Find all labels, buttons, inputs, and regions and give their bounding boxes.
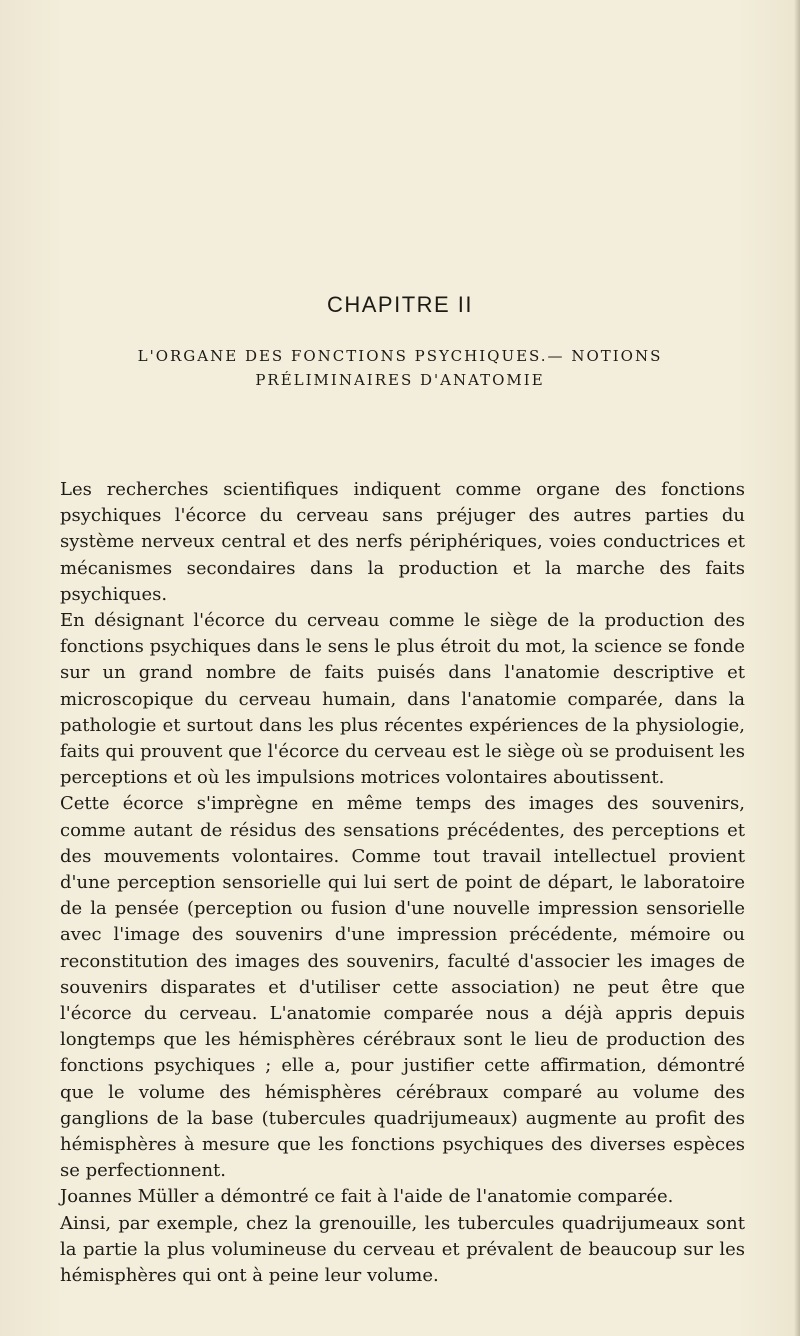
- chapter-subtitle: [0, 344, 800, 392]
- paragraph-3: Cette écorce s'imprègne en même temps des images des souvenirs, comme autant de résidus des sensations précédentes, des perceptions et des mouvements volontaires. Comme tout travail intellectuel provient d'une perception sensorielle qui lui sert de point de départ, le laboratoire de la pensée (perception ou fusion d'une nouvelle impression sensorielle avec l'image des souvenirs d'une impression précédente, mémoire ou reconstitution des images des souvenirs, faculté d'associer les images de souvenirs disparates et d'utiliser cette association) ne peut être que l'écorce du cerveau. L'anatomie comparée nous a déjà appris depuis longtemps que les hémisphères cérébraux sont le lieu de production des fonctions psychiques ; elle a, pour justifier cette affirmation, démontré que le volume des hémisphères cérébraux comparé au volume des ganglions de la base (tubercules quadrijumeaux) augmente au profit des hémisphères à mesure que les fonctions psychiques des diverses espèces se perfectionnent.: [60, 793, 745, 1182]
- chapter-subtitle-line-2: PRÉLIMINAIRES D'ANATOMIE: [255, 371, 545, 389]
- chapter-subtitle-line-1: L'ORGANE DES FONCTIONS PSYCHIQUES.— NOTIONS: [137, 347, 663, 365]
- paragraph-4: Joannes Müller a démontré ce fait à l'aide de l'anatomie comparée.: [60, 1186, 674, 1208]
- paragraph-1: Les recherches scientifiques indiquent comme organe des fonctions psychiques l'écorce du cerveau sans préjuger des autres parties du système nerveux central et des nerfs périphériques, voies conductrices et mécanismes secondaires dans la production et la marche des faits psychiques.: [60, 479, 745, 605]
- chapter-title: CHAPITRE II: [326, 292, 474, 317]
- paragraph-2: En désignant l'écorce du cerveau comme le siège de la production des fonctions psychiques dans le sens le plus étroit du mot, la science se fonde sur un grand nombre de faits puisés dans l'anatomie descriptive et microscopique du cerveau humain, dans l'anatomie comparée, dans la pathologie et surtout dans les plus récentes expériences de la physiologie, faits qui prouvent que l'écorce du cerveau est le siège où se produisent les perceptions et où les impulsions motrices volontaires aboutissent.: [60, 610, 745, 789]
- page-edge-shadow: [794, 0, 800, 1336]
- body-text: [60, 477, 745, 1289]
- paragraph-5: Ainsi, par exemple, chez la grenouille, les tubercules quadrijumeaux sont la partie la plus volumineuse du cerveau et prévalent de beaucoup sur les hémisphères qui ont à peine leur volume.: [60, 1212, 745, 1287]
